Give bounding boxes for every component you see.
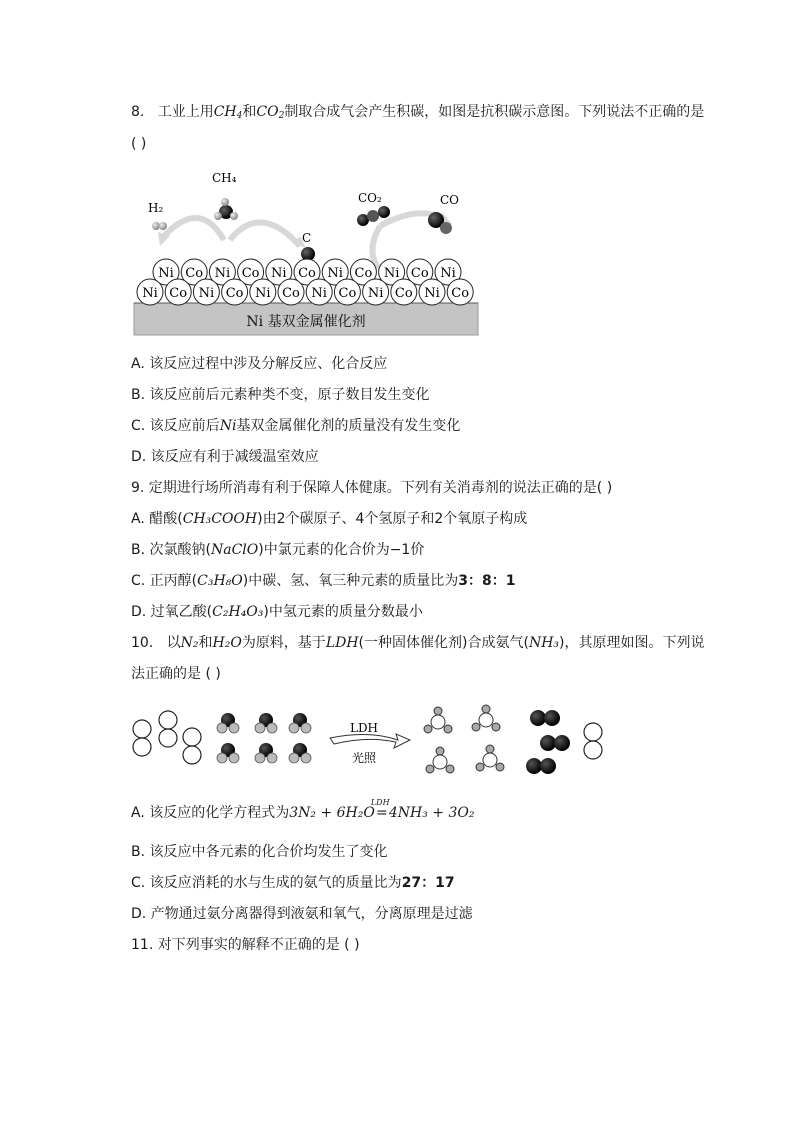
svg-text:光照: 光照	[351, 751, 377, 765]
question-number: 8.	[131, 104, 145, 120]
h2-molecule	[152, 222, 167, 230]
metal-atom-label: Co	[298, 266, 316, 281]
metal-atom-label: Ni	[271, 266, 287, 281]
catalyst-base-label: Ni 基双金属催化剂	[246, 314, 366, 330]
co2-formula: $CO_2$	[256, 104, 285, 121]
label-c: C	[302, 231, 312, 245]
metal-atom-label: Co	[185, 266, 204, 281]
metal-atom-label: Co	[282, 286, 300, 301]
metal-atom-label: Co	[225, 286, 244, 301]
metal-atom-label: Ni	[327, 266, 343, 281]
arrow-to-h2	[164, 218, 224, 240]
arrow-to-c	[230, 222, 300, 246]
label-ch4: CH₄	[212, 171, 237, 185]
ammonia-synthesis-diagram	[128, 700, 608, 782]
q8-stem: 8. 工业上用$CH_4$和$CO_2$制取合成气会产生积碳，如图是抗积碳示意图。下列说法不正确的是	[131, 104, 705, 121]
metal-atom-label: Co	[241, 266, 260, 281]
metal-atom-label: Co	[394, 286, 413, 301]
metal-atom-label: Co	[354, 266, 373, 281]
q10-option-b: B. 该反应中各元素的化合价均发生了变化	[131, 844, 388, 860]
q10-option-c: C. 该反应消耗的水与生成的氨气的质量比为27：17	[131, 875, 455, 891]
q9-option-b: B. 次氯酸钠(NaClO)中氯元素的化合价为−1价	[131, 542, 425, 558]
q9-stem: 9. 定期进行场所消毒有利于保障人体健康。下列有关消毒剂的说法正确的是( )	[131, 480, 613, 496]
q8-option-c: C. 该反应前后Ni基双金属催化剂的质量没有发生变化	[131, 418, 461, 434]
label-h2: H₂	[148, 201, 164, 215]
h2o-molecules	[217, 713, 311, 763]
n2-molecules	[133, 711, 201, 764]
q10-stem: 10. 以N₂和H₂O为原料，基于LDH(一种固体催化剂)合成氨气(NH₃)，其原理如图。下列说	[131, 635, 705, 651]
metal-atom-label: Ni	[424, 286, 440, 301]
label-co: CO	[440, 193, 460, 207]
metal-atom-label: Ni	[198, 286, 215, 301]
metal-atom-label: Ni	[383, 266, 400, 281]
q9-option-a: A. 醋酸(CH₃COOH)由2个碳原子、4个氢原子和2个氧原子构成	[131, 511, 528, 527]
co-molecule	[428, 212, 452, 234]
metal-atom-label: Ni	[142, 286, 158, 301]
ch4-molecule	[214, 198, 238, 220]
metal-atom-label: Co	[410, 266, 429, 281]
q9-option-d: D. 过氧乙酸(C₂H₄O₃)中氢元素的质量分数最小	[131, 604, 423, 620]
q9-option-c: C. 正丙醇(C₃H₈O)中碳、氢、氧三种元素的质量比为3：8：1	[131, 573, 516, 589]
metal-atom-label: Co	[338, 286, 357, 301]
metal-atom-label: Ni	[158, 266, 174, 281]
metal-atom-label: Co	[169, 286, 188, 301]
metal-atom-label: Ni	[440, 266, 456, 281]
q8-paren: ( )	[131, 136, 147, 152]
svg-text:LDH: LDH	[349, 721, 379, 735]
metal-atom-label: Co	[451, 286, 470, 301]
q8-option-b: B. 该反应前后元素种类不变，原子数目发生变化	[131, 387, 430, 403]
ch4-formula: $CH_4$	[213, 104, 243, 121]
metal-atom-label: Ni	[311, 286, 327, 301]
o2-molecules	[526, 710, 570, 774]
nh3-molecules	[424, 705, 504, 773]
metal-atom-label: Ni	[367, 286, 384, 301]
q8-option-d: D. 该反应有利于减缓温室效应	[131, 449, 319, 465]
q10-option-d: D. 产物通过氨分离器得到液氨和氧气，分离原理是过滤	[131, 906, 473, 922]
q8-option-a: A. 该反应过程中涉及分解反应、化合反应	[131, 356, 388, 372]
metal-atom-label: Ni	[214, 266, 231, 281]
label-co2: CO₂	[358, 191, 382, 205]
leftover-n2	[584, 723, 602, 759]
q11-stem: 11. 对下列事实的解释不正确的是 ( )	[131, 937, 360, 953]
metal-atom-label: Ni	[255, 286, 271, 301]
anti-carbon-diagram	[130, 160, 490, 340]
q10-option-a: A. 该反应的化学方程式为3N₂ + 6H₂O LDH =4NH₃ + 3O₂	[131, 798, 475, 821]
reaction-arrow	[330, 721, 410, 765]
q10-stem-line2: 法正确的是 ( )	[131, 666, 221, 682]
